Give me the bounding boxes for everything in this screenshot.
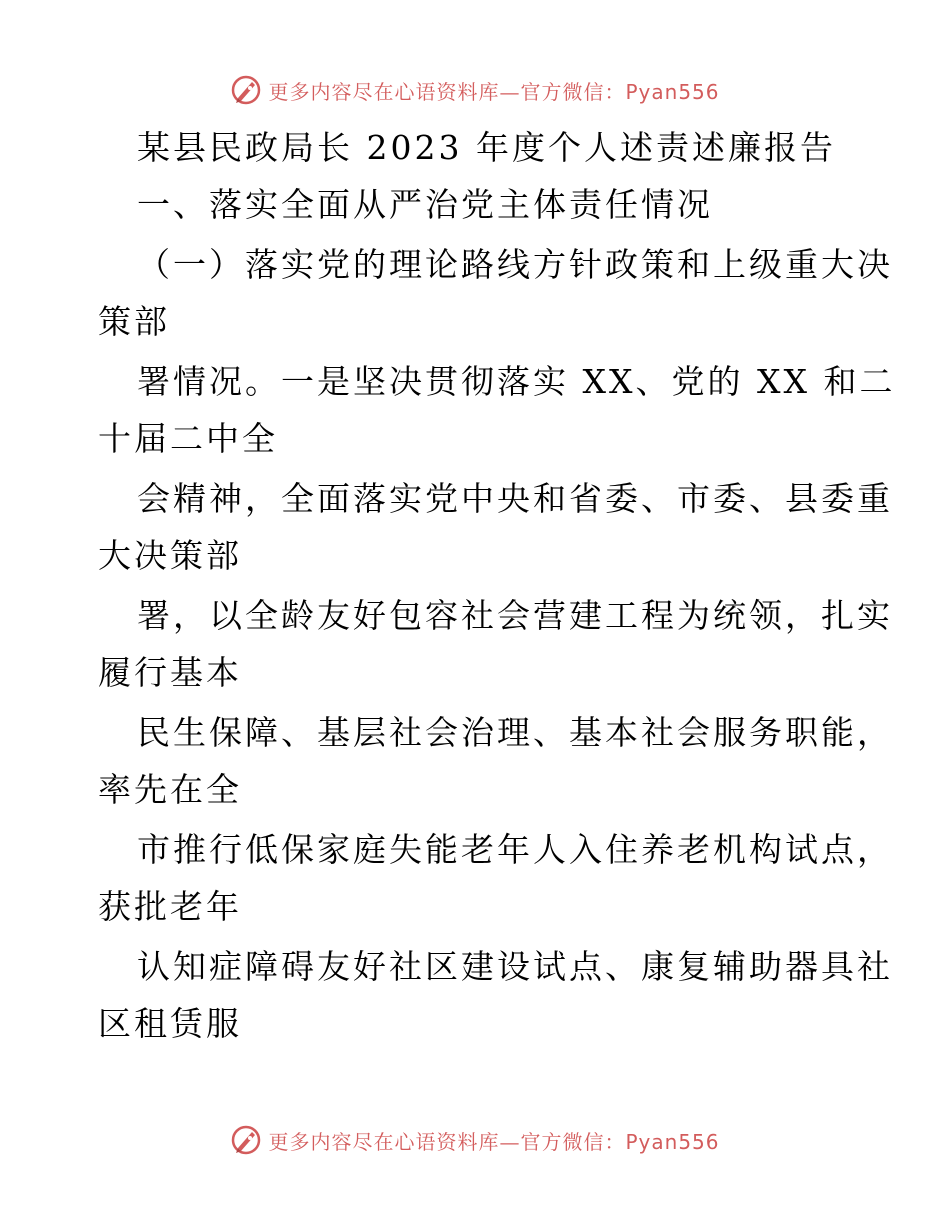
document-title: 某县民政局长 2023 年度个人述责述廉报告 [137,128,836,167]
paragraph-line: 民生保障、基层社会治理、基本社会服务职能， [137,713,893,752]
pen-logo-icon [230,74,262,106]
paragraph-line: （一）落实党的理论路线方针政策和上级重大决 [137,245,893,284]
paragraph-line: 署情况。一是坚决贯彻落实 XX、党的 XX 和二 [137,362,896,401]
footer-banner-inner [230,1124,719,1156]
paragraph-line: 区租赁服 [98,1004,242,1043]
paragraph-line: 大决策部 [98,536,242,575]
section-heading-1: 一、落实全面从严治党主体责任情况 [137,185,713,224]
paragraph-line: 市推行低保家庭失能老年人入住养老机构试点， [137,830,893,869]
paragraph-line: 履行基本 [98,653,242,692]
header-watermark-banner [0,70,950,110]
paragraph-line: 策部 [98,302,170,341]
paragraph-line: 率先在全 [98,770,242,809]
paragraph-line: 获批老年 [98,887,242,926]
footer-banner-caption: 更多内容尽在心语资料库—官方微信： [268,1129,626,1154]
paragraph-line: 认知症障碍友好社区建设试点、康复辅助器具社 [137,947,893,986]
pen-logo-icon [230,1124,262,1156]
footer-banner-brand: Pyan556 [625,1129,720,1154]
header-banner-caption: 更多内容尽在心语资料库—官方微信： [268,79,626,104]
header-banner-text [268,76,719,105]
paragraph-line: 会精神，全面落实党中央和省委、市委、县委重 [137,479,893,518]
header-banner-brand: Pyan556 [625,79,720,104]
footer-watermark-banner [0,1120,950,1160]
footer-banner-text [268,1126,719,1155]
header-banner-inner [230,74,719,106]
paragraph-line: 署，以全龄友好包容社会营建工程为统领，扎实 [137,596,893,635]
paragraph-line: 十届二中全 [98,419,278,458]
